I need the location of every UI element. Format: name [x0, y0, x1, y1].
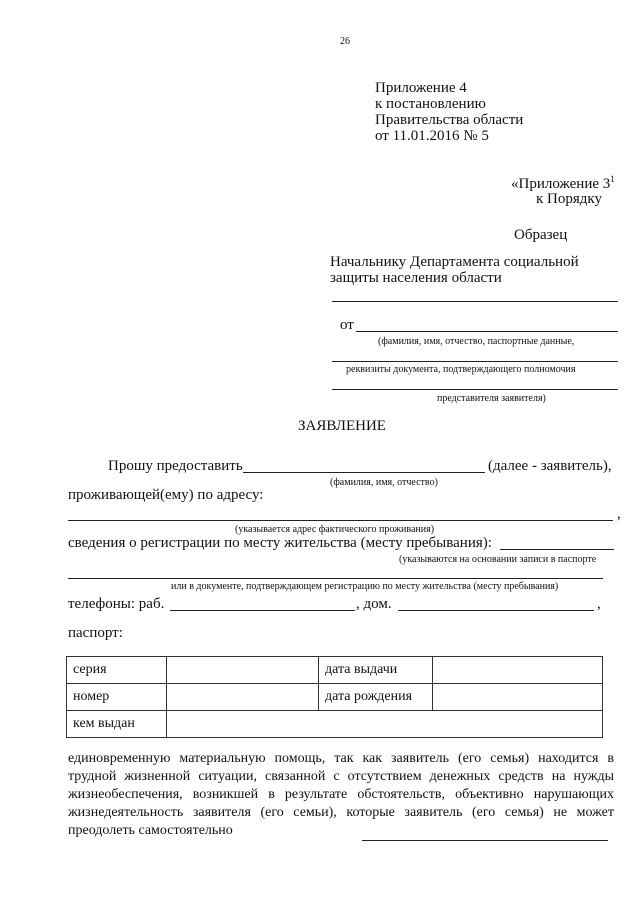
page-number: 26 [340, 36, 350, 47]
passport-table [66, 656, 603, 738]
birth-date-label: дата рождения [319, 684, 433, 711]
addressee-line2: защиты населения области [330, 270, 502, 286]
hint-fio-passport: (фамилия, имя, отчество, паспортные данные, [378, 336, 575, 347]
series-cell [167, 657, 319, 684]
from-blank-line-3 [332, 389, 618, 390]
table-row [67, 684, 603, 711]
hint-representative-docs: реквизиты документа, подтверждающего полномочия [346, 364, 576, 375]
issue-date-label: дата выдачи [319, 657, 433, 684]
work-phone-blank-line [170, 610, 355, 611]
passport-label: паспорт: [68, 625, 123, 641]
hint-registration-2: или в документе, подтверждающем регистрацию по месту жительства (месту пребывания) [171, 581, 559, 592]
request-start: Прошу предоставить [108, 458, 243, 474]
request-end: (далее - заявитель), [488, 458, 612, 474]
residing-label: проживающей(ему) по адресу: [68, 487, 264, 503]
appendix-order-text: «Приложение 3 [511, 176, 611, 192]
registration-blank-line [500, 549, 614, 550]
appendix-header-line2: к постановлению [375, 96, 486, 112]
phones-label: телефоны: раб. [68, 596, 165, 612]
number-label: номер [67, 684, 167, 711]
birth-date-cell [433, 684, 603, 711]
body-paragraph: единовременную материальную помощь, так как заявитель (его семья) находится в трудной жизненной ситуации, связанной с отсутствием денежных средств на нужды жизнеобеспечения, возникшей в результате обстоятельств, объективно нарушающих жизнедеятельность заявителя (его семьи), которые заявитель (его семья) не может преодолеть самостоятельно [68, 751, 614, 838]
hint-address: (указывается адрес фактического проживания) [235, 524, 435, 535]
hint-registration-1: (указываются на основании записи в паспорте [399, 554, 597, 565]
sample-label: Образец [514, 227, 568, 243]
issued-by-cell [167, 711, 603, 738]
document-title: ЗАЯВЛЕНИЕ [298, 418, 386, 434]
hint-fio: (фамилия, имя, отчество) [330, 477, 438, 488]
registration-label: сведения о регистрации по месту жительства (месту пребывания): [68, 535, 492, 551]
addressee-blank-line [332, 301, 618, 302]
from-label: от [340, 317, 354, 333]
table-row [67, 711, 603, 738]
appendix-header-line1: Приложение 4 [375, 80, 467, 96]
appendix-order-line2: к Порядку [536, 191, 602, 207]
appendix-header-line3: Правительства области [375, 112, 524, 128]
registration-blank-line-2 [68, 578, 603, 579]
address-blank-line [68, 520, 613, 521]
fio-blank-line [243, 472, 485, 473]
from-blank-line [356, 331, 618, 332]
home-phone-label: , дом. [356, 596, 392, 612]
issue-date-cell [433, 657, 603, 684]
appendix-order-superscript: 1 [610, 174, 615, 184]
from-blank-line-2 [332, 361, 618, 362]
addressee-line1: Начальнику Департамента социальной [330, 254, 579, 270]
body-blank-line [362, 840, 608, 841]
home-phone-blank-line [398, 610, 594, 611]
address-comma: , [617, 506, 621, 522]
number-cell [167, 684, 319, 711]
phones-end: , [597, 596, 601, 612]
issued-by-label: кем выдан [67, 711, 167, 738]
hint-representative: представителя заявителя) [437, 393, 546, 404]
table-row [67, 657, 603, 684]
series-label: серия [67, 657, 167, 684]
appendix-header-line4: от 11.01.2016 № 5 [375, 128, 489, 144]
